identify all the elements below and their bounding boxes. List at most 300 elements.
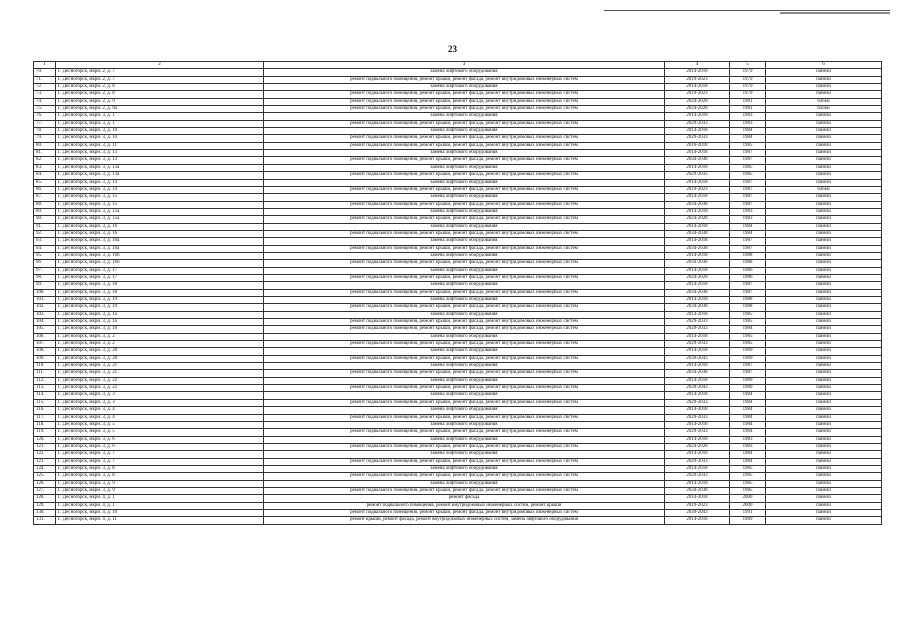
table-row	[34, 319, 882, 326]
address-cell: Г. Десногорск, мкрн. 3, д. 9	[56, 480, 264, 487]
table-row	[34, 201, 882, 208]
address-cell: Г. Десногорск, мкрн. 3, д. 3	[56, 399, 264, 406]
table-row	[34, 392, 882, 399]
work-type-cell: ремонт подвального помещения, ремонт крыши, ремонт фасада, ремонт внутридомовых инженерных систем	[264, 120, 665, 127]
row-number: 94.	[34, 245, 56, 252]
table-row	[34, 495, 882, 502]
year-built-cell: 1985	[730, 473, 766, 480]
table-row	[34, 69, 882, 76]
table-row	[34, 120, 882, 127]
wall-material-cell: панели	[766, 120, 882, 127]
year-built-cell: 1988	[730, 252, 766, 259]
row-number: 78.	[34, 128, 56, 135]
period-cell: 2016-2018	[665, 142, 730, 149]
address-cell: Г. Десногорск, мкрн. 3, д. 16а	[56, 238, 264, 245]
wall-material-cell: панели	[766, 76, 882, 83]
table-row	[34, 76, 882, 83]
row-number: 106.	[34, 333, 56, 340]
row-number: 105.	[34, 326, 56, 333]
period-cell: 2014-2018	[665, 267, 730, 274]
period-cell: 2034-2038	[665, 201, 730, 208]
work-type-cell: замена лифтового оборудования	[264, 311, 665, 318]
work-type-cell: замена лифтового оборудования	[264, 282, 665, 289]
wall-material-cell: панели	[766, 267, 882, 274]
work-type-cell: замена лифтового оборудования	[264, 113, 665, 120]
address-cell: Г. Десногорск, мкрн. 3, д. 8	[56, 473, 264, 480]
period-cell: 2014-2018	[665, 421, 730, 428]
row-number: 76.	[34, 113, 56, 120]
table-row	[34, 84, 882, 91]
work-type-cell: ремонт подвального помещения, ремонт внутридомовых инженерных систем, ремонт крыши	[264, 502, 665, 509]
work-type-cell: замена лифтового оборудования	[264, 421, 665, 428]
row-number: 122.	[34, 451, 56, 458]
address-cell: Г. Десногорск, мкрн. 3, д. 15	[56, 194, 264, 201]
period-cell: 2014-2018	[665, 495, 730, 502]
address-cell: Г. Десногорск, мкрн. 3, д. 14	[56, 179, 264, 186]
repair-schedule-table	[33, 61, 882, 525]
year-built-cell: 1987	[730, 370, 766, 377]
year-built-cell: 1985	[730, 487, 766, 494]
wall-material-cell: панели	[766, 443, 882, 450]
table-row	[34, 487, 882, 494]
year-built-cell: 1988	[730, 304, 766, 311]
year-built-cell: 1983	[730, 208, 766, 215]
year-built-cell: 1985	[730, 465, 766, 472]
work-type-cell: замена лифтового оборудования	[264, 297, 665, 304]
year-built-cell: 1984	[730, 451, 766, 458]
row-number: 101.	[34, 297, 56, 304]
year-built-cell: 1984	[730, 407, 766, 414]
year-built-cell: 1987	[730, 186, 766, 193]
address-cell: Г. Десногорск, мкрн. 3, д. 4	[56, 414, 264, 421]
address-cell: Г. Десногорск, мкрн. 3, д. 11	[56, 142, 264, 149]
period-cell: 2014-2018	[665, 451, 730, 458]
wall-material-cell: панели	[766, 274, 882, 281]
address-cell: Г. Десногорск, мкрн. 4, д. 1	[56, 502, 264, 509]
address-cell: Г. Десногорск, мкрн. 3, д. 16	[56, 230, 264, 237]
period-cell: 2029-2033	[665, 120, 730, 127]
table-row	[34, 348, 882, 355]
work-type-cell: ремонт подвального помещения, ремонт крыши, ремонт фасада, ремонт внутридомовых инженерных систем	[264, 172, 665, 179]
wall-material-cell: панели	[766, 421, 882, 428]
work-type-cell: замена лифтового оборудования	[264, 451, 665, 458]
period-cell: 2014-2018	[665, 252, 730, 259]
wall-material-cell: панели	[766, 465, 882, 472]
row-number: 92.	[34, 230, 56, 237]
table-row	[34, 194, 882, 201]
period-cell: 2014-2018	[665, 238, 730, 245]
row-number: 87.	[34, 194, 56, 201]
year-built-cell: 1984	[730, 421, 766, 428]
wall-material-cell: панели	[766, 363, 882, 370]
year-built-cell: 1984	[730, 458, 766, 465]
table-row	[34, 274, 882, 281]
address-cell: Г. Десногорск, мкрн. 3, д. 19	[56, 297, 264, 304]
table-row	[34, 509, 882, 516]
address-cell: Г. Десногорск, мкрн. 2, д. 8	[56, 91, 264, 98]
column-header: 5	[730, 62, 766, 69]
year-built-cell: 1988	[730, 297, 766, 304]
wall-material-cell: панели	[766, 370, 882, 377]
wall-material-cell: панели	[766, 201, 882, 208]
header-rule	[604, 10, 890, 11]
wall-material-cell: панели	[766, 473, 882, 480]
wall-material-cell: панели	[766, 142, 882, 149]
row-number: 79.	[34, 135, 56, 142]
address-cell: Г. Десногорск, мкрн. 3, д. 4	[56, 407, 264, 414]
year-built-cell: 1984	[730, 399, 766, 406]
row-number: 97.	[34, 267, 56, 274]
header-rule-accent	[780, 12, 890, 14]
year-built-cell: 1987	[730, 282, 766, 289]
wall-material-cell: панели	[766, 517, 882, 524]
address-cell: Г. Десногорск, мкрн. 3, д. 15а	[56, 216, 264, 223]
work-type-cell: ремонт подвального помещения, ремонт крыши, ремонт фасада, ремонт внутридомовых инженерных систем	[264, 399, 665, 406]
table-row	[34, 421, 882, 428]
address-cell: Г. Десногорск, мкрн. 3, д. 13а	[56, 164, 264, 171]
period-cell: 2029-2033	[665, 399, 730, 406]
wall-material-cell: панели	[766, 69, 882, 76]
work-type-cell: замена лифтового оборудования	[264, 164, 665, 171]
period-cell: 2014-2018	[665, 311, 730, 318]
table-row	[34, 480, 882, 487]
table-row	[34, 260, 882, 267]
year-built-cell: 1983	[730, 113, 766, 120]
address-cell: Г. Десногорск, мкрн. 3, д. 13а	[56, 172, 264, 179]
work-type-cell: ремонт подвального помещения, ремонт крыши, ремонт фасада, ремонт внутридомовых инженерных систем	[264, 157, 665, 164]
year-built-cell: 1984	[730, 414, 766, 421]
work-type-cell: замена лифтового оборудования	[264, 407, 665, 414]
wall-material-cell: панели	[766, 407, 882, 414]
row-number: 115.	[34, 399, 56, 406]
table-row	[34, 370, 882, 377]
wall-material-cell: панели	[766, 216, 882, 223]
address-cell: Г. Десногорск, мкрн. 2, д. 9	[56, 98, 264, 105]
row-number: 75.	[34, 106, 56, 113]
wall-material-cell: блоки	[766, 106, 882, 113]
table-row	[34, 135, 882, 142]
work-type-cell: ремонт подвального помещения, ремонт крыши, ремонт фасада, ремонт внутридомовых инженерных систем	[264, 201, 665, 208]
period-cell: 2014-2018	[665, 84, 730, 91]
row-number: 96.	[34, 260, 56, 267]
page-number: 23	[448, 44, 457, 54]
period-cell: 2014-2018	[665, 348, 730, 355]
address-cell: Г. Десногорск, мкрн. 3, д. 7	[56, 451, 264, 458]
period-cell: 2029-2033	[665, 414, 730, 421]
period-cell: 2014-2018	[665, 465, 730, 472]
address-cell: Г. Десногорск, мкрн. 3, д. 20	[56, 348, 264, 355]
address-cell: Г. Десногорск, мкрн. 3, д. 1	[56, 113, 264, 120]
work-type-cell: ремонт подвального помещения, ремонт крыши, ремонт фасада, ремонт внутридомовых инженерных систем	[264, 443, 665, 450]
row-number: 107.	[34, 341, 56, 348]
table-body	[34, 62, 882, 525]
table-row	[34, 385, 882, 392]
row-number: 113.	[34, 385, 56, 392]
wall-material-cell: панели	[766, 135, 882, 142]
address-cell: Г. Десногорск, мкрн. 3, д. 10	[56, 128, 264, 135]
table-row	[34, 186, 882, 193]
year-built-cell: 1984	[730, 429, 766, 436]
address-cell: Г. Десногорск, мкрн. 4, д. 10	[56, 509, 264, 516]
work-type-cell: замена лифтового оборудования	[264, 223, 665, 230]
table-row	[34, 230, 882, 237]
address-cell: Г. Десногорск, мкрн. 3, д. 1а	[56, 311, 264, 318]
year-built-cell: 1987	[730, 245, 766, 252]
work-type-cell: ремонт подвального помещения, ремонт крыши, ремонт фасада, ремонт внутридомовых инженерных систем	[264, 473, 665, 480]
address-cell: Г. Десногорск, мкрн. 3, д. 1а	[56, 319, 264, 326]
work-type-cell: замена лифтового оборудования	[264, 377, 665, 384]
row-number: 102.	[34, 304, 56, 311]
year-built-cell: 1985	[730, 172, 766, 179]
year-built-cell: 1984	[730, 223, 766, 230]
table-row	[34, 414, 882, 421]
work-type-cell: ремонт подвального помещения, ремонт крыши, ремонт фасада, ремонт внутридомовых инженерных систем	[264, 385, 665, 392]
address-cell: Г. Десногорск, мкрн. 3, д. 3	[56, 392, 264, 399]
work-type-cell: ремонт подвального помещения, ремонт крыши, ремонт фасада, ремонт внутридомовых инженерных систем	[264, 76, 665, 83]
year-built-cell: 2000	[730, 495, 766, 502]
wall-material-cell: панели	[766, 164, 882, 171]
work-type-cell: замена лифтового оборудования	[264, 267, 665, 274]
year-built-cell: 1987	[730, 363, 766, 370]
table-row	[34, 297, 882, 304]
table-row	[34, 304, 882, 311]
period-cell: 2039-2043	[665, 355, 730, 362]
wall-material-cell: панели	[766, 385, 882, 392]
period-cell: 2034-2038	[665, 245, 730, 252]
wall-material-cell: панели	[766, 194, 882, 201]
table-row	[34, 502, 882, 509]
address-cell: Г. Десногорск, мкрн. 3, д. 22	[56, 385, 264, 392]
year-built-cell: 1985	[730, 480, 766, 487]
wall-material-cell: блоки	[766, 186, 882, 193]
work-type-cell: замена лифтового оборудования	[264, 128, 665, 135]
table-row	[34, 517, 882, 524]
period-cell: 2024-2028	[665, 98, 730, 105]
table-row	[34, 252, 882, 259]
table-row	[34, 451, 882, 458]
wall-material-cell: панели	[766, 91, 882, 98]
address-cell: Г. Десногорск, мкрн. 2, д. 7	[56, 76, 264, 83]
row-number: 99.	[34, 282, 56, 289]
year-built-cell: 1984	[730, 392, 766, 399]
period-cell: 2029-2033	[665, 473, 730, 480]
wall-material-cell: панели	[766, 509, 882, 516]
row-number: 121.	[34, 443, 56, 450]
row-number: 109.	[34, 355, 56, 362]
table-row	[34, 157, 882, 164]
wall-material-cell: панели	[766, 377, 882, 384]
row-number: 129.	[34, 502, 56, 509]
year-built-cell: 1985	[730, 164, 766, 171]
work-type-cell: замена лифтового оборудования	[264, 392, 665, 399]
wall-material-cell: панели	[766, 157, 882, 164]
work-type-cell: ремонт подвального помещения, ремонт крыши, ремонт фасада, ремонт внутридомовых инженерных систем	[264, 186, 665, 193]
year-built-cell: 1984	[730, 128, 766, 135]
table-row	[34, 216, 882, 223]
row-number: 118.	[34, 421, 56, 428]
address-cell: Г. Десногорск, мкрн. 3, д. 15	[56, 201, 264, 208]
table-row	[34, 142, 882, 149]
address-cell: Г. Десногорск, мкрн. 3, д. 16б	[56, 260, 264, 267]
work-type-cell: замена лифтового оборудования	[264, 238, 665, 245]
work-type-cell: ремонт подвального помещения, ремонт крыши, ремонт фасада, ремонт внутридомовых инженерных систем	[264, 458, 665, 465]
table-row	[34, 128, 882, 135]
year-built-cell: 1989	[730, 517, 766, 524]
row-number: 72.	[34, 84, 56, 91]
year-built-cell: 1987	[730, 157, 766, 164]
year-built-cell: 1987	[730, 150, 766, 157]
period-cell: 2019-2023	[665, 502, 730, 509]
wall-material-cell: панели	[766, 84, 882, 91]
address-cell: Г. Десногорск, мкрн. 3, д. 1б	[56, 326, 264, 333]
row-number: 119.	[34, 429, 56, 436]
row-number: 123.	[34, 458, 56, 465]
wall-material-cell: панели	[766, 333, 882, 340]
table-row	[34, 106, 882, 113]
period-cell: 2029-2033	[665, 135, 730, 142]
address-cell: Г. Десногорск, мкрн. 3, д. 21	[56, 370, 264, 377]
period-cell: 2034-2038	[665, 289, 730, 296]
wall-material-cell: панели	[766, 172, 882, 179]
period-cell: 2024-2028	[665, 443, 730, 450]
table-header-row	[34, 62, 882, 69]
wall-material-cell: блоки	[766, 98, 882, 105]
year-built-cell: 2000	[730, 502, 766, 509]
year-built-cell: 1985	[730, 319, 766, 326]
year-built-cell: 1989	[730, 385, 766, 392]
period-cell: 2014-2018	[665, 297, 730, 304]
year-built-cell: 1985	[730, 341, 766, 348]
year-built-cell: 1987	[730, 179, 766, 186]
wall-material-cell: панели	[766, 319, 882, 326]
period-cell: 2014-2018	[665, 333, 730, 340]
table-row	[34, 98, 882, 105]
address-cell: Г. Десногорск, мкрн. 2, д. 9а	[56, 106, 264, 113]
table-row	[34, 289, 882, 296]
column-header: 2	[56, 62, 264, 69]
work-type-cell: замена лифтового оборудования	[264, 333, 665, 340]
work-type-cell: ремонт подвального помещения, ремонт крыши, ремонт фасада, ремонт внутридомовых инженерных систем	[264, 260, 665, 267]
wall-material-cell: панели	[766, 487, 882, 494]
table-row	[34, 333, 882, 340]
wall-material-cell: панели	[766, 223, 882, 230]
address-cell: Г. Десногорск, мкрн. 3, д. 7	[56, 458, 264, 465]
wall-material-cell: панели	[766, 480, 882, 487]
period-cell: 2034-2038	[665, 370, 730, 377]
year-built-cell: 1984	[730, 326, 766, 333]
table-row	[34, 311, 882, 318]
row-number: 84.	[34, 172, 56, 179]
work-type-cell: ремонт подвального помещения, ремонт крыши, ремонт фасада, ремонт внутридомовых инженерных систем	[264, 245, 665, 252]
row-number: 110.	[34, 363, 56, 370]
row-number: 95.	[34, 252, 56, 259]
period-cell: 2014-2018	[665, 392, 730, 399]
row-number: 85.	[34, 179, 56, 186]
wall-material-cell: панели	[766, 326, 882, 333]
table-row	[34, 113, 882, 120]
period-cell: 2014-2018	[665, 223, 730, 230]
row-number: 131.	[34, 517, 56, 524]
table-row	[34, 465, 882, 472]
period-cell: 2014-2018	[665, 436, 730, 443]
table-row	[34, 150, 882, 157]
period-cell: 2014-2018	[665, 407, 730, 414]
year-built-cell: 1983	[730, 443, 766, 450]
address-cell: Г. Десногорск, мкрн. 3, д. 13	[56, 157, 264, 164]
wall-material-cell: панели	[766, 436, 882, 443]
work-type-cell: ремонт подвального помещения, ремонт крыши, ремонт фасада, ремонт внутридомовых инженерных систем	[264, 370, 665, 377]
year-built-cell: 1983	[730, 120, 766, 127]
address-cell: Г. Десногорск, мкрн. 3, д. 6	[56, 436, 264, 443]
row-number: 130.	[34, 509, 56, 516]
wall-material-cell: панели	[766, 414, 882, 421]
table-row	[34, 341, 882, 348]
work-type-cell: ремонт подвального помещения, ремонт крыши, ремонт фасада, ремонт внутридомовых инженерных систем	[264, 326, 665, 333]
table-row	[34, 267, 882, 274]
row-number: 82.	[34, 157, 56, 164]
row-number: 91.	[34, 223, 56, 230]
row-number: 74.	[34, 98, 56, 105]
address-cell: Г. Десногорск, мкрн. 3, д. 18	[56, 282, 264, 289]
table-row	[34, 407, 882, 414]
row-number: 124.	[34, 465, 56, 472]
wall-material-cell: панели	[766, 355, 882, 362]
wall-material-cell: панели	[766, 392, 882, 399]
address-cell: Г. Десногорск, мкрн. 3, д. 9	[56, 487, 264, 494]
work-type-cell: замена лифтового оборудования	[264, 465, 665, 472]
work-type-cell: ремонт подвального помещения, ремонт крыши, ремонт фасада, ремонт внутридомовых инженерных систем	[264, 135, 665, 142]
row-number: 81.	[34, 150, 56, 157]
address-cell: Г. Десногорск, мкрн. 3, д. 5	[56, 421, 264, 428]
year-built-cell: 1984	[730, 230, 766, 237]
work-type-cell: замена лифтового оборудования	[264, 480, 665, 487]
year-built-cell: 1983	[730, 216, 766, 223]
table-row	[34, 473, 882, 480]
table-row	[34, 238, 882, 245]
work-type-cell: замена лифтового оборудования	[264, 69, 665, 76]
column-header: 6	[766, 62, 882, 69]
year-built-cell: 1987	[730, 289, 766, 296]
table-row	[34, 443, 882, 450]
wall-material-cell: панели	[766, 128, 882, 135]
work-type-cell: ремонт фасада	[264, 495, 665, 502]
table-row	[34, 208, 882, 215]
work-type-cell: ремонт подвального помещения, ремонт крыши, ремонт фасада, ремонт внутридомовых инженерных систем	[264, 106, 665, 113]
year-built-cell: 1987	[730, 201, 766, 208]
work-type-cell: ремонт подвального помещения, ремонт крыши, ремонт фасада, ремонт внутридомовых инженерных систем	[264, 274, 665, 281]
row-number: 104.	[34, 319, 56, 326]
column-header: 3	[264, 62, 665, 69]
wall-material-cell: панели	[766, 348, 882, 355]
column-header: 1	[34, 62, 56, 69]
wall-material-cell: панели	[766, 304, 882, 311]
period-cell: 2014-2018	[665, 150, 730, 157]
row-number: 80.	[34, 142, 56, 149]
row-number: 77.	[34, 120, 56, 127]
year-built-cell: 1985	[730, 142, 766, 149]
table-row	[34, 326, 882, 333]
table-row	[34, 245, 882, 252]
period-cell: 2029-2033	[665, 319, 730, 326]
period-cell: 2029-2033	[665, 326, 730, 333]
table-row	[34, 172, 882, 179]
address-cell: Г. Десногорск, мкрн. 3, д. 18	[56, 289, 264, 296]
period-cell: 2014-2018	[665, 164, 730, 171]
work-type-cell: ремонт подвального помещения, ремонт крыши, ремонт фасада, ремонт внутридомовых инженерных систем	[264, 487, 665, 494]
period-cell: 2024-2028	[665, 106, 730, 113]
period-cell: 2019-2023	[665, 76, 730, 83]
year-built-cell: 1988	[730, 260, 766, 267]
